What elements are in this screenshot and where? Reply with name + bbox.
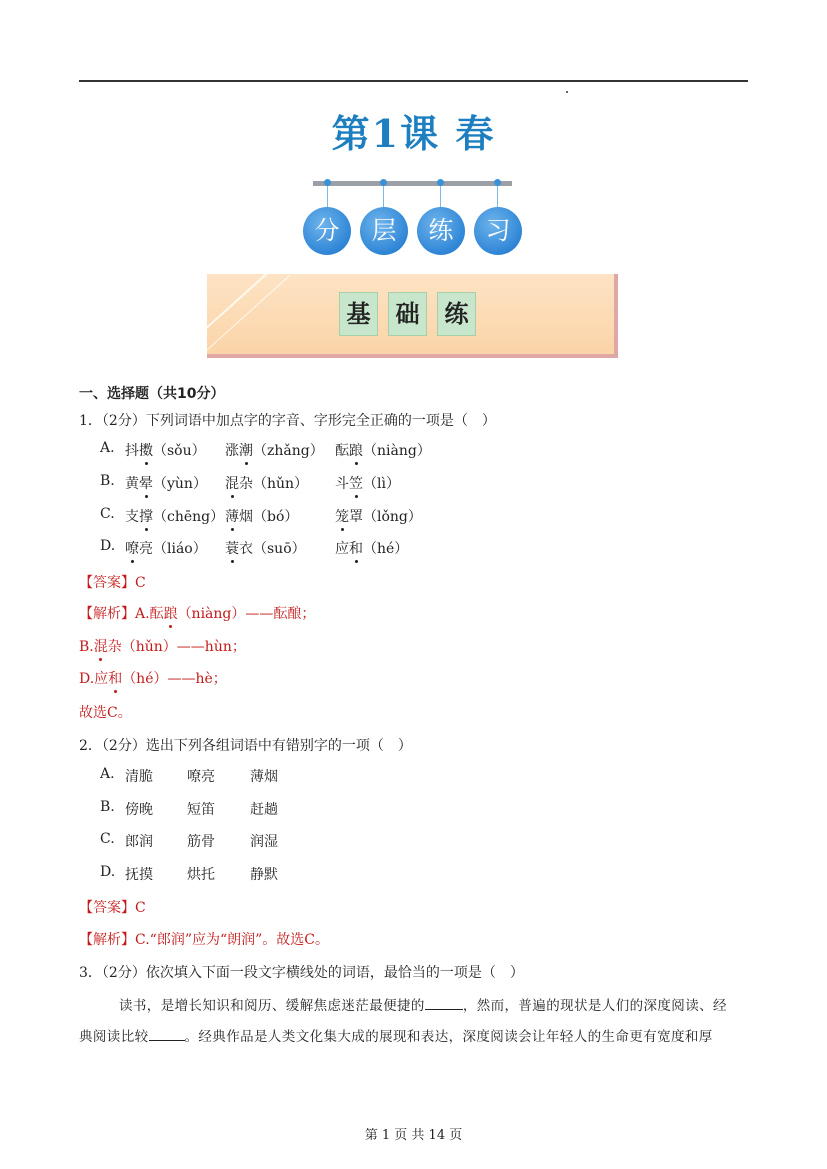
option-word: 嘹亮 [187, 769, 215, 785]
option-word: 涨潮（zhǎng） [225, 440, 324, 460]
banner-tile-1: 基 [339, 292, 378, 336]
rail-string [327, 186, 328, 208]
badge-circle-2: 层 [360, 207, 408, 255]
rail-dot [494, 179, 501, 186]
option-word: 清脆 [125, 769, 153, 785]
q2-analysis: 【解析】C.“郎润”应为“朗润”。故选C。 [79, 932, 330, 948]
rail-dot [380, 179, 387, 186]
badge-circle-1: 分 [303, 207, 351, 255]
option-word: 黄晕（yùn） [125, 473, 207, 493]
q1-analysis-4: 故选C。 [79, 705, 132, 721]
option-word: 抖擞（sǒu） [125, 440, 206, 460]
scan-speck [566, 91, 568, 93]
option-letter: B. [100, 799, 115, 815]
q3-passage-line-1: 读书，是增长知识和阅历、缓解焦虑迷茫最便捷的 ，然而，普遍的现状是人们的深度阅读、经 [79, 991, 748, 1022]
q3-passage [79, 991, 748, 1053]
rail-dot [437, 179, 444, 186]
option-word: 润湿 [250, 834, 278, 850]
option-word: 酝踉（niàng） [335, 440, 431, 460]
section-banner [207, 274, 618, 358]
option-letter: A. [100, 440, 115, 456]
option-letter: B. [100, 473, 115, 489]
q1-analysis-3: D.应和（hé）——hè； [79, 668, 227, 688]
page-footer: 第 1 页 共 14 页 [364, 1128, 463, 1143]
option-letter: C. [100, 831, 115, 847]
option-word: 支撑（chēng） [125, 506, 224, 526]
rail-string [440, 186, 441, 208]
badge-circle-3: 练 [417, 207, 465, 255]
q3-passage-line-2: 典阅读比较 。经典作品是人类文化集大成的展现和表达，深度阅读会让年轻人的生命更有宽度和厚 [79, 1022, 748, 1053]
q1-stem: 1．（2分）下列词语中加点字的字音、字形完全正确的一项是（ ） [79, 413, 496, 429]
option-word: 嘹亮（liáo） [125, 538, 207, 558]
option-word: 薄烟 [250, 769, 278, 785]
lesson-title: 第1课 春 [331, 111, 496, 156]
option-word: 筋骨 [187, 834, 215, 850]
rail-string [383, 186, 384, 208]
badge-circle-4: 习 [474, 207, 522, 255]
section-heading: 一、选择题（共10分） [79, 386, 225, 402]
q3-stem: 3．（2分）依次填入下面一段文字横线处的词语，最恰当的一项是（ ） [79, 965, 524, 981]
option-word: 短笛 [187, 802, 215, 818]
option-word: 应和（hé） [335, 538, 408, 558]
option-letter: C. [100, 506, 115, 522]
option-word: 斗笠（lì） [335, 473, 400, 493]
rail-string [497, 186, 498, 208]
fill-blank-2[interactable] [149, 1026, 185, 1041]
option-word: 薄烟（bó） [225, 506, 298, 526]
option-word: 抚摸 [125, 867, 153, 883]
option-word: 蓑衣（suō） [225, 538, 306, 558]
q2-answer: 【答案】C [79, 900, 146, 916]
q1-analysis-2: B.混杂（hǔn）——hùn； [79, 636, 246, 656]
option-word: 傍晚 [125, 802, 153, 818]
option-letter: A. [100, 766, 115, 782]
q2-stem: 2．（2分）选出下列各组词语中有错别字的一项（ ） [79, 738, 412, 754]
option-word: 郎润 [125, 834, 153, 850]
option-word: 静默 [250, 867, 278, 883]
rail-dot [324, 179, 331, 186]
option-word: 混杂（hǔn） [225, 473, 308, 493]
q1-analysis-1: 【解析】A.酝踉（niàng）——酝酿； [79, 603, 315, 623]
option-word: 笼罩（lǒng） [335, 506, 422, 526]
fill-blank-1[interactable] [425, 995, 463, 1010]
header-rule [79, 80, 748, 82]
badge-rail [313, 181, 512, 186]
option-word: 赶趟 [250, 802, 278, 818]
option-letter: D. [100, 864, 116, 880]
q1-answer: 【答案】C [79, 575, 146, 591]
option-word: 烘托 [187, 867, 215, 883]
banner-tile-3: 练 [437, 292, 476, 336]
option-letter: D. [100, 538, 116, 554]
banner-tile-2: 础 [388, 292, 427, 336]
